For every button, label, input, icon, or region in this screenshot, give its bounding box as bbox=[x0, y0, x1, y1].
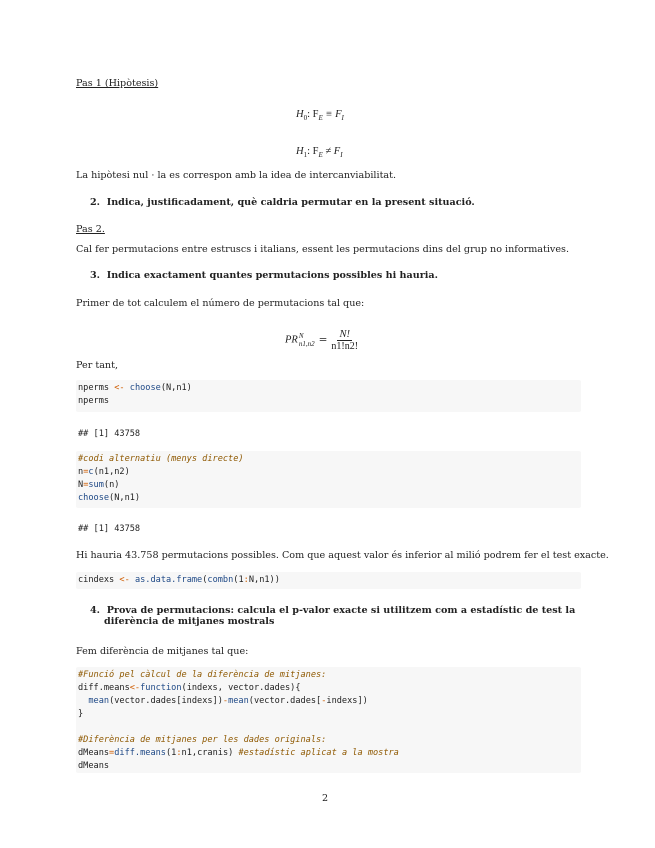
code-token: } bbox=[78, 709, 84, 719]
code-line bbox=[76, 734, 581, 747]
code-token: 1 bbox=[171, 748, 177, 758]
code-token: mean bbox=[228, 696, 249, 706]
code-token: #estadístic aplicat a la mostra bbox=[238, 748, 399, 758]
code-line bbox=[76, 492, 581, 505]
code-token: indexs]) bbox=[326, 696, 368, 706]
code-token: nperms bbox=[78, 383, 115, 393]
code-block-alternative bbox=[76, 451, 581, 508]
code-token: #Diferència de mitjanes per les dades originals: bbox=[78, 735, 327, 745]
code-token: : bbox=[176, 748, 182, 758]
code-token: - bbox=[222, 696, 229, 706]
paragraph-pertant: Per tant, bbox=[76, 360, 118, 371]
page-number: 2 bbox=[322, 793, 329, 804]
output-alternative: ## [1] 43758 bbox=[78, 524, 141, 534]
code-token: sum bbox=[88, 480, 104, 490]
question-text-line2: diferència de mitjanes mostrals bbox=[104, 616, 275, 627]
paragraph-primer: Primer de tot calculem el número de permutacions tal que: bbox=[76, 298, 365, 309]
code-token: diff.means bbox=[78, 683, 130, 693]
code-token: <- bbox=[119, 575, 130, 585]
question-3 bbox=[90, 270, 438, 281]
code-token: diff.means bbox=[114, 748, 166, 758]
code-token: choose bbox=[129, 383, 161, 393]
code-token: (N,n1) bbox=[160, 383, 192, 393]
code-token: = bbox=[83, 467, 89, 477]
code-token bbox=[78, 696, 88, 706]
code-line bbox=[76, 453, 581, 466]
pas2-heading: Pas 2. bbox=[76, 224, 105, 235]
code-token: (n) bbox=[103, 480, 120, 490]
paragraph-pas2: Cal fer permutacions entre estruscs i italians, essent les permutacions dins del grup no informatives. bbox=[76, 244, 570, 255]
paragraph-hauria: Hi hauria 43.758 permutacions possibles. Com que aquest valor és inferior al milió podrem fer el test exacte. bbox=[76, 550, 609, 561]
code-line bbox=[76, 669, 581, 682]
code-token: ( bbox=[202, 575, 208, 585]
question-4 bbox=[90, 605, 582, 627]
question-text-line1: Prova de permutacions: calcula el p-valor exacte si utilitzem com a estadístic de test la bbox=[106, 605, 576, 616]
code-block-cindexs bbox=[76, 572, 581, 589]
output-nperms: ## [1] 43758 bbox=[78, 429, 141, 439]
code-token: c bbox=[88, 467, 94, 477]
code-line bbox=[76, 574, 581, 587]
code-token: (vector.dades[ bbox=[248, 696, 322, 706]
code-line bbox=[76, 382, 581, 395]
code-token: N bbox=[78, 480, 84, 490]
code-line bbox=[76, 395, 581, 408]
paragraph-hipotesi: La hipòtesi nul · la es correspon amb la idea de intercanviabilitat. bbox=[76, 170, 397, 181]
code-block-nperms bbox=[76, 380, 581, 412]
code-token: choose bbox=[78, 493, 110, 503]
code-line bbox=[76, 682, 581, 695]
code-token: ( bbox=[233, 575, 239, 585]
code-line bbox=[76, 479, 581, 492]
code-line bbox=[76, 695, 581, 708]
code-token: - bbox=[321, 696, 327, 706]
code-token: combn bbox=[207, 575, 234, 585]
question-text: Indica exactament quantes permutacions possibles hi hauria. bbox=[106, 270, 438, 281]
question-text: Indica, justificadament, què caldria permutar en la present situació. bbox=[106, 197, 475, 208]
code-line bbox=[76, 747, 581, 760]
code-token: nperms bbox=[78, 396, 110, 406]
hypothesis-h1: $H_1$: $F_E \ne F_I$ bbox=[296, 146, 343, 160]
code-token: cindexs bbox=[78, 575, 120, 585]
code-line bbox=[76, 721, 581, 734]
code-token: dMeans bbox=[78, 748, 110, 758]
code-token: : bbox=[243, 575, 249, 585]
question-2 bbox=[90, 197, 475, 208]
hypothesis-h0: $H_0$: $F_E \equiv F_I$ bbox=[296, 109, 344, 123]
paragraph-fem: Fem diferència de mitjanes tal que: bbox=[76, 646, 249, 657]
code-token: mean bbox=[88, 696, 110, 706]
pas1-heading: Pas 1 (Hipòtesis) bbox=[76, 78, 159, 89]
code-token: as.data.frame bbox=[134, 575, 203, 585]
code-token: (vector.dades[indexs]) bbox=[109, 696, 223, 706]
code-token: ( bbox=[165, 748, 172, 758]
code-token: #codi alternatiu (menys directe) bbox=[78, 454, 244, 464]
permutations-formula: PR N n1,n2 = $\frac{N!}{n1!n2!}$ bbox=[285, 328, 359, 352]
code-block-diff-means bbox=[76, 667, 581, 773]
question-number: 2. bbox=[90, 197, 101, 208]
code-token: 1 bbox=[238, 575, 244, 585]
code-token: (n1,n2) bbox=[93, 467, 130, 477]
code-token: (N,n1) bbox=[109, 493, 141, 503]
code-token: n1,cranis) bbox=[181, 748, 239, 758]
code-token: = bbox=[83, 480, 89, 490]
code-token: #Funció pel càlcul de la diferència de mitjanes: bbox=[78, 670, 327, 680]
code-token: N,n1)) bbox=[248, 575, 280, 585]
code-token: n bbox=[78, 467, 84, 477]
code-token: dMeans bbox=[78, 761, 110, 771]
question-number: 3. bbox=[90, 270, 101, 281]
code-token: function bbox=[140, 683, 182, 693]
code-token: <- bbox=[114, 383, 125, 393]
code-token: (indexs, vector.dades){ bbox=[181, 683, 301, 693]
code-line bbox=[76, 708, 581, 721]
code-token: <- bbox=[129, 683, 141, 693]
code-line bbox=[76, 466, 581, 479]
question-number: 4. bbox=[90, 605, 101, 616]
code-token: = bbox=[109, 748, 115, 758]
code-line bbox=[76, 760, 581, 773]
